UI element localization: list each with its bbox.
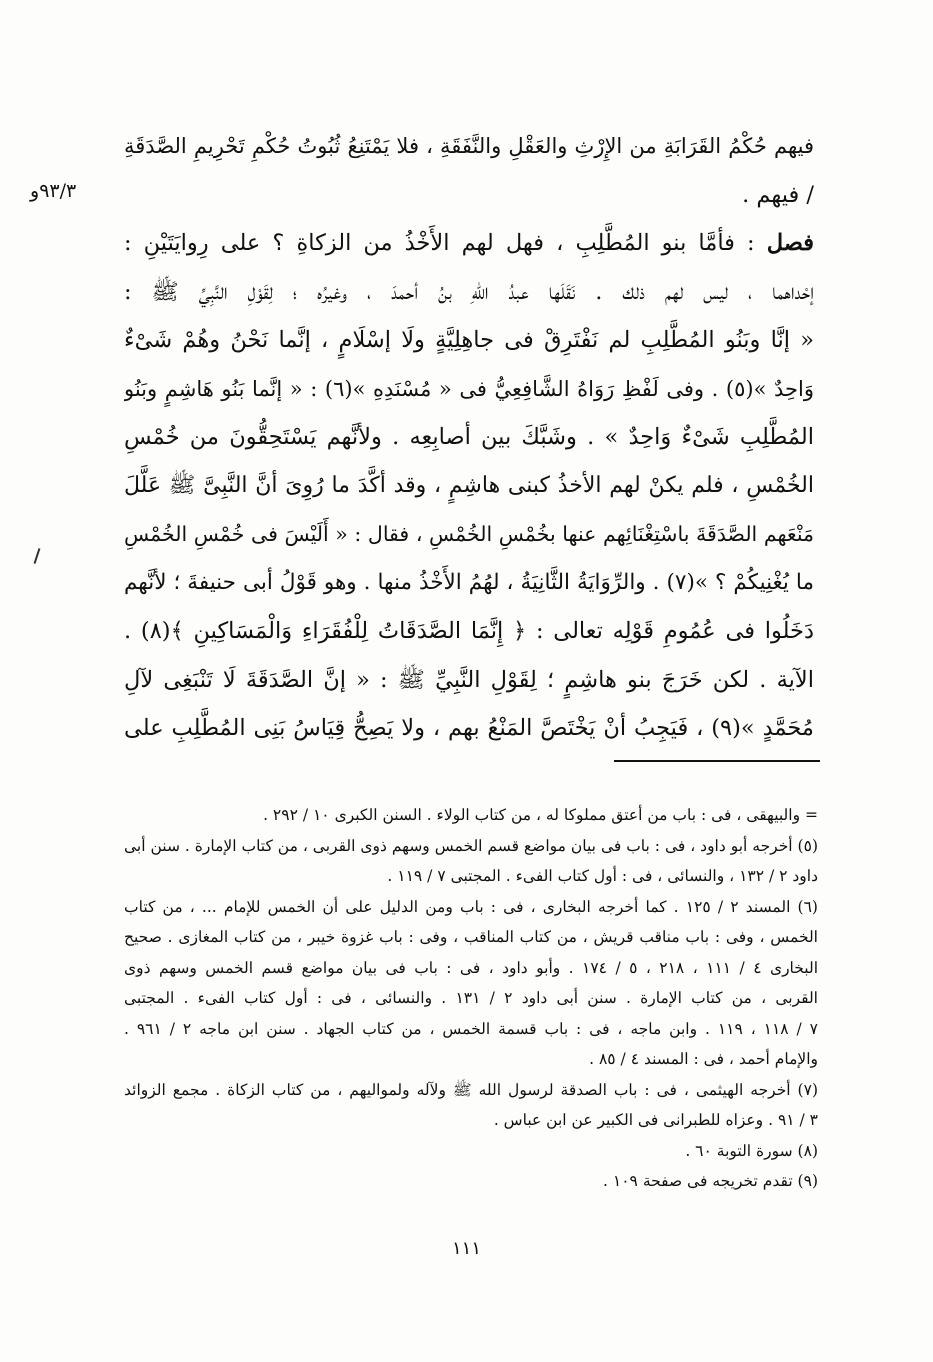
text-line: إحْداهما ، ليس لهم ذلك . نَقَلَها عبدُ اللهِ بنُ أحمدَ ، وغيرُه ؛ لِقَوْلِ النَّبِيِّ ﷺ : [124,278,814,305]
footnote-line: (٦) المسند ٢ / ١٢٥ . كما أخرجه البخارى ، فى : باب ومن الدليل على أن الخمس للإمام ... ، من كتاب [124,897,818,916]
section-heading: فصل [766,230,814,256]
footnotes-block [124,800,818,1197]
footnote-separator [614,760,820,762]
footnote-line: والإمام أحمد ، فى : المسند ٤ / ٨٥ . [589,1050,818,1068]
footnote-line: ٣ / ٩١ . وعزاه للطبرانى فى الكبير عن ابن عباس . [493,1111,818,1129]
page-number: ١١١ [451,1238,481,1259]
footnote-line: ٧ / ١١٨ ، ١١٩ . وابن ماجه ، فى : باب قسمة الخمس ، من كتاب الجهاد . سنن ابن ماجه ٢ / ٩٦١ . [124,1019,818,1038]
text-line: المُطَّلِبِ شَىْءٌ وَاحِدٌ » . وشَبَّكَ بين أصابِعِه . ولأنَّهم يَسْتَحِقُّونَ من خُمْسِ [124,424,814,450]
margin-folio-note: ٩٣/٣و [30,180,77,202]
text-line: الخُمْسِ ، فلم يكنْ لهم الأخذُ كبنى هاشِمٍ ، وقد أكَّدَ ما رُوِىَ أنَّ النَّبِىَّ ﷺ عَلَّلَ [124,472,814,498]
footnote-line: = والبيهقى ، فى : باب من أعتق مملوكا له ، من كتاب الولاء . السنن الكبرى ١٠ / ٢٩٢ . [263,806,818,824]
section-heading-line [124,219,814,268]
footnote-line: داود ٢ / ١٣٢ ، والنسائى ، فى : أول كتاب الفىء . المجتبى ٧ / ١١٩ . [387,867,818,885]
text-line: فيهم حُكْمُ القَرَابَةِ من الإِرْثِ والعَقْلِ والنَّفَقَةِ ، فلا يَمْتَنِعُ ثُبُوتُ حُكْمِ تَحْرِيمِ الصَّدَقَةِ [124,134,814,158]
footnote-line: الخمس ، وفى : باب مناقب قريش ، من كتاب المناقب ، وفى : باب غزوة خيبر ، من كتاب المغازى . صحيح [124,928,818,946]
footnote-line: (٥) أخرجه أبو داود ، فى : باب فى بيان مواضع قسم الخمس وسهم ذوى القربى ، من كتاب الإمارة . سنن أبى [124,836,818,855]
text-line-rest: : فأمَّا بنو المُطَّلِبِ ، فهل لهم الأَخْذُ من الزكاةِ ؟ على رِوايَتَيْنِ : [124,230,767,256]
footnote-line: (٨) سورة التوبة ٦٠ . [685,1141,818,1160]
footnote-line: القربى ، من كتاب الإمارة . سنن أبى داود ٢ / ١٣١ . والنسائى ، فى : أول كتاب الفىء . المجتبى [124,989,818,1007]
text-line: « إنَّا وبَنُو المُطَّلِبِ لم نَفْتَرِقْ فى جاهِلِيَّةٍ ولَا إسْلَامٍ ، إنَّما نَحْنُ وهُمْ شَىْءٌ [124,327,814,353]
footnote-line: البخارى ٤ / ١١١ ، ٢١٨ ، ٥ / ١٧٤ . وأبو داود ، فى : باب فى بيان مواضع قسم الخمس وسهم ذوى [124,958,818,977]
main-text-block [124,122,814,753]
text-line: / فيهم . [742,181,814,208]
text-line: مَنْعَهم الصَّدَقَةَ باسْتِغْنَائِهم عنها بخُمْسِ الخُمْسِ ، فقال : « أَلَيْسَ فى خُمْسِ الخُمْسِ [124,522,814,546]
text-line: وَاحِدٌ »(٥) . وفى لَفْظِ رَوَاهُ الشَّافِعِيُّ فى « مُسْنَدِهِ »(٦) : « إنَّما بَنُو هَاشِمٍ وبَنُو [124,376,814,401]
text-line: دَخَلُوا فى عُمُومِ قَوْلِه تعالى : ﴿ إِنَّمَا الصَّدَقَاتُ لِلْفُقَرَاءِ وَالْمَسَاكِينِ ﴾(٨) . [124,618,814,644]
footnote-line: (٧) أخرجه الهيثمى ، فى : باب الصدقة لرسول الله ﷺ ولآله ولمواليهم ، من كتاب الزكاة . مجمع الزوائد [124,1080,818,1099]
text-line: الآية . لكن خَرَجَ بنو هاشِمٍ ؛ لِقَوْلِ النَّبِيِّ ﷺ : « إنَّ الصَّدَقَةَ لَا تَنْبَغِى لآلِ [124,666,814,693]
text-line: ما يُغْنِيكُمْ ؟ »(٧) . والرِّوَايَةُ الثَّانِيَةُ ، لهُمُ الأَخْذُ منها . وهو قَوْلُ أبى حنيفةَ ؛ لأنَّهم [124,569,814,595]
margin-mark [34,548,41,564]
footnote-line: (٩) تقدم تخريجه فى صفحة ١٠٩ . [603,1172,818,1190]
text-line: مُحَمَّدٍ »(٩) ، فَيَجِبُ أنْ يَخْتَصَّ المَنْعُ بهم ، ولا يَصِحُّ قِيَاسُ بَنِى المُطَّلِبِ على [124,715,814,741]
